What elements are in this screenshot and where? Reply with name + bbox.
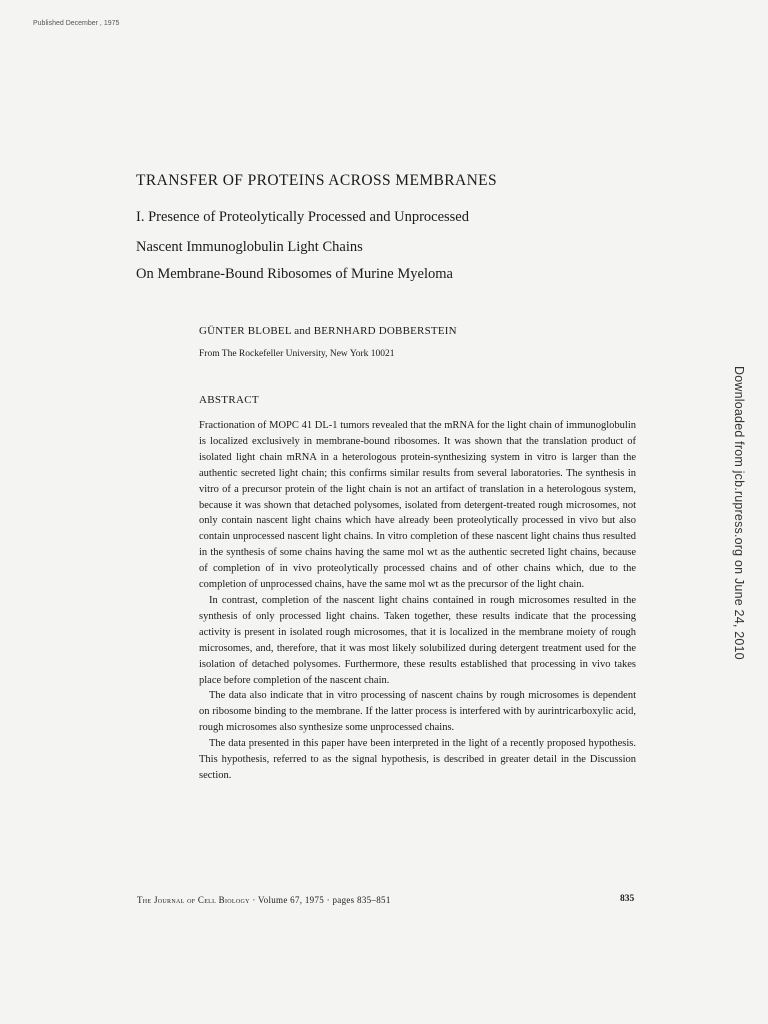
page-number: 835: [620, 894, 635, 904]
article-subtitle-line: On Membrane-Bound Ribosomes of Murine Myeloma: [136, 266, 453, 282]
journal-citation: [137, 895, 391, 905]
article-title: TRANSFER OF PROTEINS ACROSS MEMBRANES: [136, 172, 498, 189]
journal-name: The Journal of Cell Biology: [137, 895, 250, 905]
download-note: Downloaded from jcb.rupress.org on June 24, 2010: [732, 366, 746, 660]
abstract-paragraph: The data also indicate that in vitro processing of nascent chains by rough microsomes is dependent on ribosome binding to the membrane. If the latter process is interfered with by aurintricarboxylic acid, rough microsomes also synthesize some unprocessed chains.: [199, 690, 636, 734]
volume-info: · Volume 67, 1975 · pages 835–851: [249, 895, 391, 905]
abstract-paragraph: The data presented in this paper have been interpreted in the light of a recently proposed hypothesis. This hypothesis, referred to as the signal hypothesis, is described in greater detail in the Discussion section.: [199, 738, 636, 781]
authors: GÜNTER BLOBEL and BERNHARD DOBBERSTEIN: [199, 325, 457, 337]
published-date: Published December , 1975: [33, 20, 120, 27]
article-subtitle-line: Nascent Immunoglobulin Light Chains: [136, 239, 363, 255]
abstract-heading: ABSTRACT: [199, 394, 259, 406]
article-subtitle-line: I. Presence of Proteolytically Processed and Unprocessed: [136, 209, 469, 225]
abstract-body: [199, 418, 636, 784]
abstract-paragraph: Fractionation of MOPC 41 DL-1 tumors revealed that the mRNA for the light chain of immunoglobulin is localized exclusively in membrane-bound ribosomes. It was shown that the translation product of isolated light chain mRNA in a heterologous protein-synthesizing system in vitro is larger than the authentic secreted light chain; this confirms similar results from several laboratories. The synthesis in vitro of a precursor protein of the light chain is not an artifact of translation in a heterologous system, because it was shown that detached polysomes, isolated from detergent-treated rough microsomes, not only contain nascent light chains which have already been proteolytically processed in vivo but also contain unprocessed nascent light chains. In vitro completion of these nascent light chains thus resulted in the synthesis of some chains having the same mol wt as the authentic secreted light chains, because of completion of in vivo proteolytically processed chains and of other chains which, due to the completion of unprocessed chains, have the same mol wt as the precursor of the light chain.: [199, 420, 636, 591]
abstract-paragraph: In contrast, completion of the nascent light chains contained in rough microsomes resulted in the synthesis of only processed light chains. Taken together, these results indicate that the processing activity is present in isolated rough microsomes, that it is localized in the membrane moiety of rough microsomes, and, therefore, that it was most likely solubilized during detergent treatment used for the isolation of detached polysomes. Furthermore, these results established that processing in vivo takes place before completion of the nascent chain.: [199, 594, 636, 686]
affiliation: From The Rockefeller University, New York 10021: [199, 349, 395, 359]
